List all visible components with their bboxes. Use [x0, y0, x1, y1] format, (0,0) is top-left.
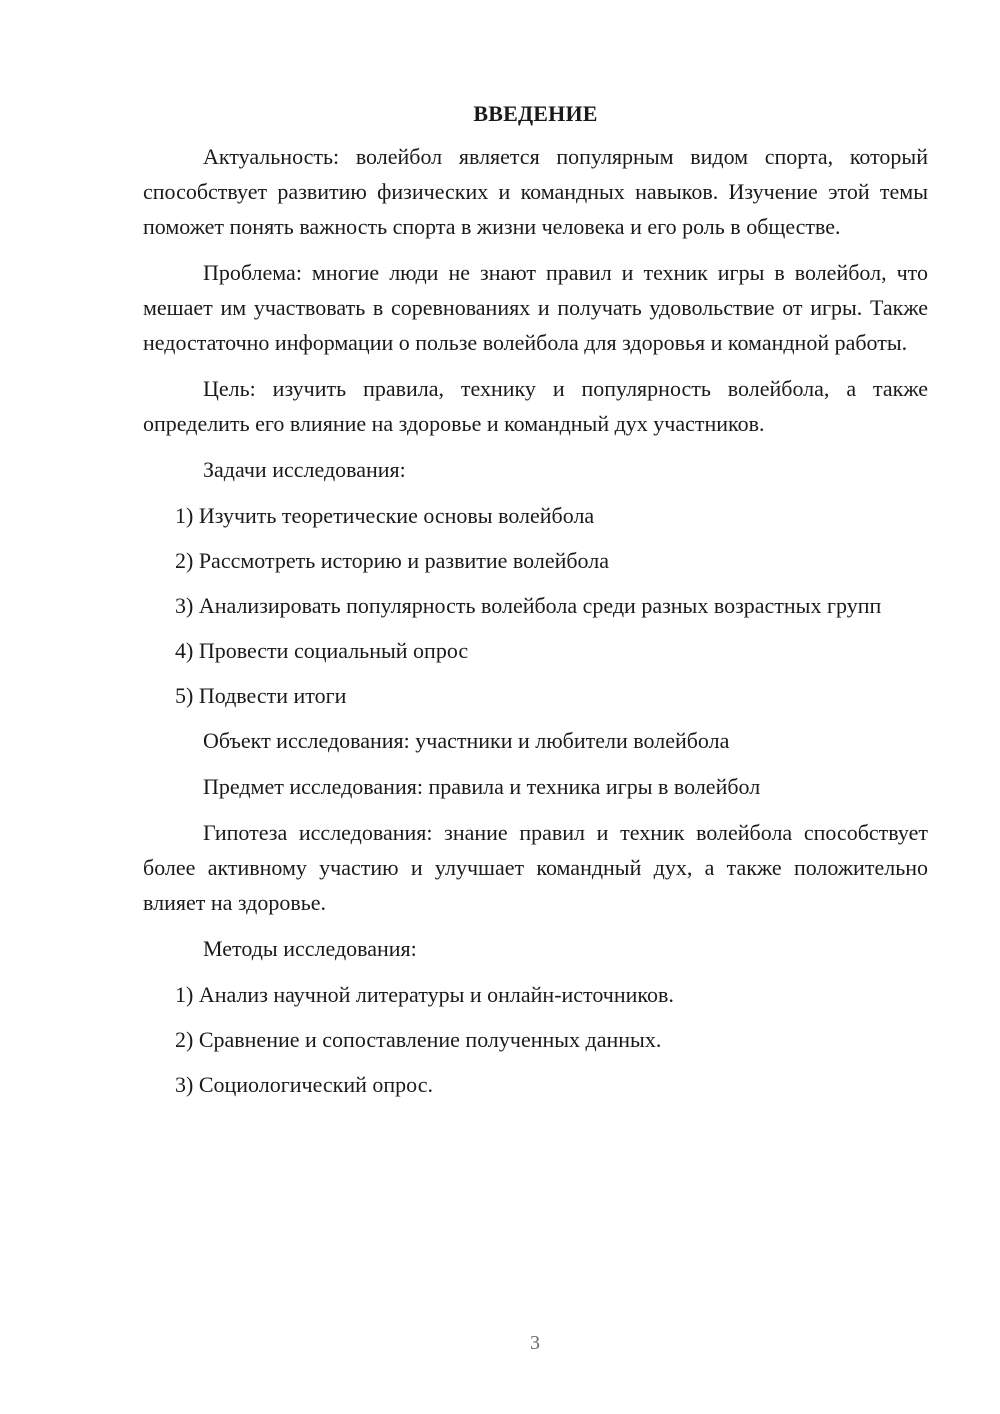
- document-page: [143, 96, 928, 1112]
- task-item: 1) Изучить теоретические основы волейбола: [175, 503, 595, 528]
- object-paragraph: Объект исследования: участники и любители волейбола: [203, 728, 730, 753]
- method-item: 2) Сравнение и сопоставление полученных данных.: [175, 1027, 662, 1052]
- methods-heading: Методы исследования:: [203, 936, 417, 961]
- task-item: 3) Анализировать популярность волейбола среди разных возрастных групп: [175, 593, 882, 618]
- hypothesis-paragraph: Гипотеза исследования: знание правил и техник волейбола способствует более активному участию и улучшает командный дух, а также положительно влияет на здоровье.: [143, 820, 928, 915]
- relevance-paragraph: Актуальность: волейбол является популярным видом спорта, который способствует развитию физических и командных навыков. Изучение этой темы поможет понять важность спорта в жизни человека и его роль в обществе.: [143, 144, 928, 239]
- method-item: 3) Социологический опрос.: [175, 1072, 433, 1097]
- task-item: 2) Рассмотреть историю и развитие волейбола: [175, 548, 610, 573]
- page-number: 3: [530, 1332, 540, 1354]
- task-item: 4) Провести социальный опрос: [175, 638, 469, 663]
- problem-paragraph: Проблема: многие люди не знают правил и техник игры в волейбол, что мешает им участвовать в соревнованиях и получать удовольствие от игры. Также недостаточно информации о пользе волейбола для здоровья и командной работы.: [143, 260, 928, 355]
- subject-paragraph: Предмет исследования: правила и техника игры в волейбол: [203, 774, 761, 799]
- task-item: 5) Подвести итоги: [175, 683, 347, 708]
- method-item: 1) Анализ научной литературы и онлайн-источников.: [175, 982, 674, 1007]
- tasks-heading: Задачи исследования:: [203, 457, 406, 482]
- goal-paragraph: Цель: изучить правила, технику и популярность волейбола, а также определить его влияние на здоровье и командный дух участников.: [143, 376, 928, 436]
- section-title: ВВЕДЕНИЕ: [473, 101, 598, 126]
